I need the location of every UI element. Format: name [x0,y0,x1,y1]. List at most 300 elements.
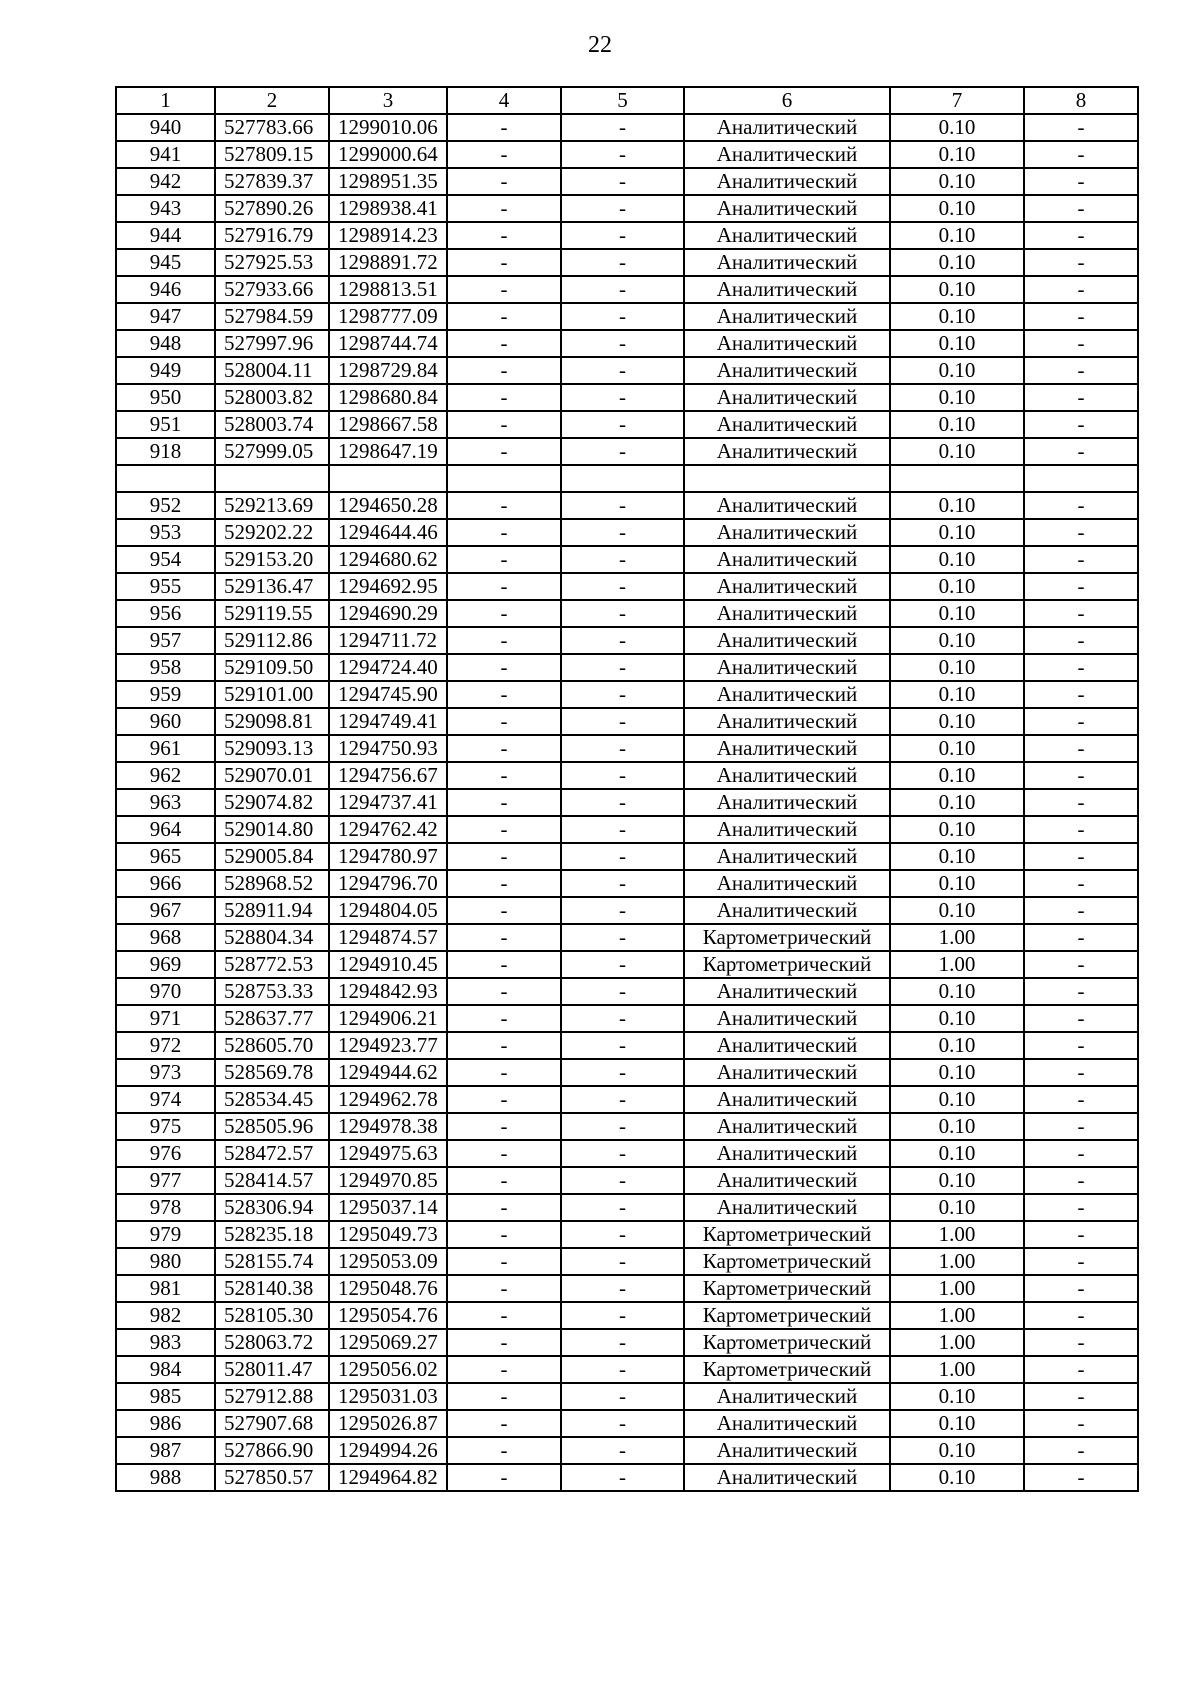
table-row [116,1086,1138,1113]
column-5-cell: - [561,897,684,924]
y-coordinate-cell: 1294762.42 [329,816,447,843]
y-coordinate-cell: 1298667.58 [329,411,447,438]
x-coordinate-cell: 529070.01 [215,762,329,789]
y-coordinate-cell: 1298744.74 [329,330,447,357]
x-coordinate-cell: 527984.59 [215,303,329,330]
method-cell: Аналитический [684,249,890,276]
column-8-cell: - [1024,735,1138,762]
method-cell: Аналитический [684,816,890,843]
y-coordinate-cell: 1294644.46 [329,519,447,546]
table-row [116,978,1138,1005]
column-5-cell: - [561,1302,684,1329]
column-5-cell: - [561,168,684,195]
column-5-cell: - [561,1032,684,1059]
method-cell: Аналитический [684,114,890,141]
x-coordinate-cell: 528534.45 [215,1086,329,1113]
point-number-cell: 941 [116,141,215,168]
accuracy-cell: 0.10 [890,492,1024,519]
point-number-cell: 962 [116,762,215,789]
table-row [116,249,1138,276]
point-number-cell: 961 [116,735,215,762]
column-8-cell: - [1024,519,1138,546]
x-coordinate-cell: 528968.52 [215,870,329,897]
column-5-cell: - [561,1086,684,1113]
y-coordinate-cell: 1295026.87 [329,1410,447,1437]
column-5-cell: - [561,384,684,411]
column-8-cell: - [1024,438,1138,465]
table-row [116,1329,1138,1356]
x-coordinate-cell: 528753.33 [215,978,329,1005]
method-cell: Аналитический [684,330,890,357]
y-coordinate-cell: 1294650.28 [329,492,447,519]
column-5-cell: - [561,546,684,573]
y-coordinate-cell: 1294756.67 [329,762,447,789]
column-8-cell: - [1024,1005,1138,1032]
method-cell: Аналитический [684,654,890,681]
method-cell: Аналитический [684,384,890,411]
accuracy-cell: 0.10 [890,1032,1024,1059]
column-8-cell: - [1024,1221,1138,1248]
point-number-cell: 977 [116,1167,215,1194]
point-number-cell: 964 [116,816,215,843]
table-row [116,195,1138,222]
column-8-cell: - [1024,1248,1138,1275]
y-coordinate-cell: 1295069.27 [329,1329,447,1356]
column-5-cell: - [561,1005,684,1032]
point-number-cell: 958 [116,654,215,681]
column-8-cell: - [1024,114,1138,141]
accuracy-cell: 0.10 [890,573,1024,600]
point-number-cell: 970 [116,978,215,1005]
x-coordinate-cell: 529005.84 [215,843,329,870]
accuracy-cell: 1.00 [890,1329,1024,1356]
column-4-cell: - [447,330,561,357]
method-cell: Аналитический [684,1113,890,1140]
column-4-cell: - [447,1059,561,1086]
column-8-cell: - [1024,762,1138,789]
method-cell: Аналитический [684,708,890,735]
column-8-cell: - [1024,546,1138,573]
column-8-cell: - [1024,141,1138,168]
method-cell: Аналитический [684,1086,890,1113]
header-cell: 4 [447,87,561,114]
x-coordinate-cell: 528011.47 [215,1356,329,1383]
y-coordinate-cell: 1295053.09 [329,1248,447,1275]
y-coordinate-cell: 1294910.45 [329,951,447,978]
column-8-cell: - [1024,1410,1138,1437]
column-5-cell: - [561,816,684,843]
accuracy-cell: 0.10 [890,195,1024,222]
method-cell: Аналитический [684,195,890,222]
table-row [116,114,1138,141]
column-8-cell: - [1024,222,1138,249]
point-number-cell: 956 [116,600,215,627]
method-cell: Аналитический [684,222,890,249]
accuracy-cell: 0.10 [890,168,1024,195]
table-row [116,1383,1138,1410]
method-cell: Картометрический [684,1302,890,1329]
header-cell: 8 [1024,87,1138,114]
header-row [116,87,1138,114]
y-coordinate-cell: 1299010.06 [329,114,447,141]
accuracy-cell: 0.10 [890,1086,1024,1113]
column-5-cell: - [561,330,684,357]
column-5-cell: - [561,1194,684,1221]
column-4-cell: - [447,1464,561,1491]
point-number-cell: 951 [116,411,215,438]
y-coordinate-cell: 1295054.76 [329,1302,447,1329]
y-coordinate-cell: 1294796.70 [329,870,447,897]
x-coordinate-cell: 528003.74 [215,411,329,438]
table-row [116,1302,1138,1329]
accuracy-cell: 1.00 [890,951,1024,978]
column-4-cell: - [447,1356,561,1383]
column-4-cell [447,465,561,492]
point-number-cell: 959 [116,681,215,708]
column-4-cell: - [447,735,561,762]
x-coordinate-cell: 527850.57 [215,1464,329,1491]
point-number-cell: 975 [116,1113,215,1140]
y-coordinate-cell: 1295037.14 [329,1194,447,1221]
column-5-cell: - [561,141,684,168]
x-coordinate-cell: 529136.47 [215,573,329,600]
table-row [116,789,1138,816]
column-5-cell: - [561,627,684,654]
column-5-cell: - [561,1383,684,1410]
table-row [116,276,1138,303]
column-4-cell: - [447,1194,561,1221]
y-coordinate-cell: 1294906.21 [329,1005,447,1032]
column-5-cell: - [561,789,684,816]
header-cell: 2 [215,87,329,114]
x-coordinate-cell: 529153.20 [215,546,329,573]
method-cell: Аналитический [684,627,890,654]
point-number-cell: 945 [116,249,215,276]
column-5-cell: - [561,1248,684,1275]
table-row [116,654,1138,681]
accuracy-cell: 0.10 [890,384,1024,411]
column-8-cell: - [1024,1302,1138,1329]
point-number-cell [116,465,215,492]
method-cell: Аналитический [684,519,890,546]
column-4-cell: - [447,546,561,573]
column-5-cell: - [561,1167,684,1194]
point-number-cell: 981 [116,1275,215,1302]
accuracy-cell: 0.10 [890,1383,1024,1410]
point-number-cell: 943 [116,195,215,222]
table-row [116,1248,1138,1275]
table-row [116,735,1138,762]
column-4-cell: - [447,141,561,168]
accuracy-cell: 1.00 [890,1275,1024,1302]
column-8-cell: - [1024,1194,1138,1221]
column-5-cell: - [561,1329,684,1356]
column-5-cell: - [561,519,684,546]
method-cell: Аналитический [684,681,890,708]
y-coordinate-cell: 1295056.02 [329,1356,447,1383]
method-cell: Аналитический [684,600,890,627]
accuracy-cell: 0.10 [890,1194,1024,1221]
accuracy-cell: 0.10 [890,600,1024,627]
column-5-cell: - [561,978,684,1005]
table-row [116,708,1138,735]
x-coordinate-cell: 528306.94 [215,1194,329,1221]
accuracy-cell: 1.00 [890,1356,1024,1383]
method-cell: Аналитический [684,1140,890,1167]
y-coordinate-cell: 1294711.72 [329,627,447,654]
point-number-cell: 971 [116,1005,215,1032]
table-row [116,438,1138,465]
column-4-cell: - [447,222,561,249]
column-4-cell: - [447,1005,561,1032]
column-4-cell: - [447,1437,561,1464]
x-coordinate-cell: 529098.81 [215,708,329,735]
accuracy-cell: 0.10 [890,1167,1024,1194]
x-coordinate-cell: 529202.22 [215,519,329,546]
column-8-cell: - [1024,600,1138,627]
x-coordinate-cell: 528804.34 [215,924,329,951]
x-coordinate-cell: 529119.55 [215,600,329,627]
column-4-cell: - [447,519,561,546]
accuracy-cell: 1.00 [890,1221,1024,1248]
x-coordinate-cell: 528105.30 [215,1302,329,1329]
table-row [116,573,1138,600]
column-5-cell: - [561,843,684,870]
y-coordinate-cell: 1294692.95 [329,573,447,600]
header-cell: 5 [561,87,684,114]
column-4-cell: - [447,384,561,411]
table-row [116,924,1138,951]
column-4-cell: - [447,168,561,195]
x-coordinate-cell: 529213.69 [215,492,329,519]
column-8-cell: - [1024,276,1138,303]
accuracy-cell: 1.00 [890,1302,1024,1329]
point-number-cell: 952 [116,492,215,519]
column-4-cell: - [447,843,561,870]
accuracy-cell: 0.10 [890,654,1024,681]
method-cell: Картометрический [684,1275,890,1302]
point-number-cell: 966 [116,870,215,897]
method-cell: Аналитический [684,897,890,924]
accuracy-cell: 0.10 [890,141,1024,168]
coordinates-table [115,86,1139,1492]
x-coordinate-cell: 527933.66 [215,276,329,303]
y-coordinate-cell: 1298647.19 [329,438,447,465]
table-row [116,330,1138,357]
method-cell: Аналитический [684,1167,890,1194]
column-8-cell: - [1024,708,1138,735]
header-cell: 6 [684,87,890,114]
accuracy-cell: 1.00 [890,924,1024,951]
header-cell: 1 [116,87,215,114]
column-5-cell: - [561,249,684,276]
y-coordinate-cell: 1298891.72 [329,249,447,276]
y-coordinate-cell: 1298951.35 [329,168,447,195]
table-row [116,465,1138,492]
x-coordinate-cell: 527997.96 [215,330,329,357]
x-coordinate-cell: 527925.53 [215,249,329,276]
y-coordinate-cell: 1294804.05 [329,897,447,924]
point-number-cell: 984 [116,1356,215,1383]
column-4-cell: - [447,924,561,951]
accuracy-cell: 0.10 [890,222,1024,249]
method-cell: Аналитический [684,1437,890,1464]
column-5-cell: - [561,492,684,519]
point-number-cell: 918 [116,438,215,465]
x-coordinate-cell: 529112.86 [215,627,329,654]
x-coordinate-cell: 528772.53 [215,951,329,978]
column-4-cell: - [447,114,561,141]
table-row [116,1005,1138,1032]
column-4-cell: - [447,438,561,465]
y-coordinate-cell: 1298813.51 [329,276,447,303]
x-coordinate-cell: 528140.38 [215,1275,329,1302]
table-row [116,303,1138,330]
x-coordinate-cell: 528414.57 [215,1167,329,1194]
table-row [116,519,1138,546]
y-coordinate-cell: 1294994.26 [329,1437,447,1464]
column-5-cell: - [561,654,684,681]
column-8-cell: - [1024,411,1138,438]
method-cell: Аналитический [684,1005,890,1032]
y-coordinate-cell: 1294749.41 [329,708,447,735]
column-4-cell: - [447,357,561,384]
column-4-cell: - [447,1275,561,1302]
accuracy-cell: 0.10 [890,1437,1024,1464]
column-4-cell: - [447,195,561,222]
table-row [116,384,1138,411]
table-row [116,168,1138,195]
method-cell: Аналитический [684,411,890,438]
column-4-cell: - [447,303,561,330]
x-coordinate-cell: 528569.78 [215,1059,329,1086]
method-cell: Аналитический [684,141,890,168]
table-row [116,492,1138,519]
table-row [116,1221,1138,1248]
column-4-cell: - [447,1086,561,1113]
method-cell: Аналитический [684,276,890,303]
column-8-cell: - [1024,357,1138,384]
y-coordinate-cell: 1294962.78 [329,1086,447,1113]
x-coordinate-cell: 528003.82 [215,384,329,411]
column-8-cell: - [1024,1086,1138,1113]
accuracy-cell: 0.10 [890,843,1024,870]
method-cell: Картометрический [684,951,890,978]
method-cell: Аналитический [684,1059,890,1086]
column-5-cell: - [561,276,684,303]
accuracy-cell: 0.10 [890,276,1024,303]
column-8-cell: - [1024,627,1138,654]
x-coordinate-cell: 528637.77 [215,1005,329,1032]
y-coordinate-cell [329,465,447,492]
column-4-cell: - [447,681,561,708]
column-4-cell: - [447,1383,561,1410]
method-cell: Аналитический [684,546,890,573]
table-row [116,1167,1138,1194]
accuracy-cell: 0.10 [890,762,1024,789]
x-coordinate-cell: 527999.05 [215,438,329,465]
column-4-cell: - [447,249,561,276]
y-coordinate-cell: 1294737.41 [329,789,447,816]
x-coordinate-cell: 529101.00 [215,681,329,708]
column-8-cell: - [1024,1275,1138,1302]
y-coordinate-cell: 1294724.40 [329,654,447,681]
y-coordinate-cell: 1295031.03 [329,1383,447,1410]
column-8-cell: - [1024,1113,1138,1140]
column-5-cell: - [561,870,684,897]
x-coordinate-cell: 528063.72 [215,1329,329,1356]
column-4-cell: - [447,1410,561,1437]
method-cell: Аналитический [684,168,890,195]
method-cell: Аналитический [684,492,890,519]
method-cell: Картометрический [684,924,890,951]
method-cell: Картометрический [684,1356,890,1383]
y-coordinate-cell: 1294923.77 [329,1032,447,1059]
accuracy-cell: 0.10 [890,735,1024,762]
y-coordinate-cell: 1299000.64 [329,141,447,168]
column-8-cell: - [1024,573,1138,600]
table-row [116,357,1138,384]
table-row [116,843,1138,870]
y-coordinate-cell: 1294750.93 [329,735,447,762]
y-coordinate-cell: 1298777.09 [329,303,447,330]
x-coordinate-cell: 528235.18 [215,1221,329,1248]
column-4-cell: - [447,276,561,303]
point-number-cell: 973 [116,1059,215,1086]
column-5-cell: - [561,411,684,438]
table-row [116,627,1138,654]
x-coordinate-cell: 527839.37 [215,168,329,195]
point-number-cell: 950 [116,384,215,411]
x-coordinate-cell: 528155.74 [215,1248,329,1275]
column-5-cell: - [561,357,684,384]
column-8-cell: - [1024,1167,1138,1194]
column-5-cell: - [561,1113,684,1140]
y-coordinate-cell: 1294745.90 [329,681,447,708]
y-coordinate-cell: 1295048.76 [329,1275,447,1302]
method-cell: Аналитический [684,978,890,1005]
accuracy-cell: 0.10 [890,1140,1024,1167]
column-5-cell [561,465,684,492]
column-4-cell: - [447,789,561,816]
column-8-cell: - [1024,168,1138,195]
column-4-cell: - [447,1113,561,1140]
y-coordinate-cell: 1295049.73 [329,1221,447,1248]
column-5-cell: - [561,762,684,789]
table-row [116,1275,1138,1302]
column-4-cell: - [447,1167,561,1194]
point-number-cell: 985 [116,1383,215,1410]
accuracy-cell [890,465,1024,492]
column-8-cell: - [1024,195,1138,222]
accuracy-cell: 0.10 [890,789,1024,816]
method-cell: Аналитический [684,1194,890,1221]
accuracy-cell: 0.10 [890,1059,1024,1086]
point-number-cell: 940 [116,114,215,141]
table-body [116,87,1138,1491]
column-4-cell: - [447,1032,561,1059]
y-coordinate-cell: 1294842.93 [329,978,447,1005]
table-row [116,546,1138,573]
header-cell: 7 [890,87,1024,114]
point-number-cell: 969 [116,951,215,978]
column-8-cell: - [1024,249,1138,276]
y-coordinate-cell: 1298938.41 [329,195,447,222]
column-5-cell: - [561,1221,684,1248]
method-cell: Аналитический [684,438,890,465]
point-number-cell: 986 [116,1410,215,1437]
x-coordinate-cell: 527809.15 [215,141,329,168]
